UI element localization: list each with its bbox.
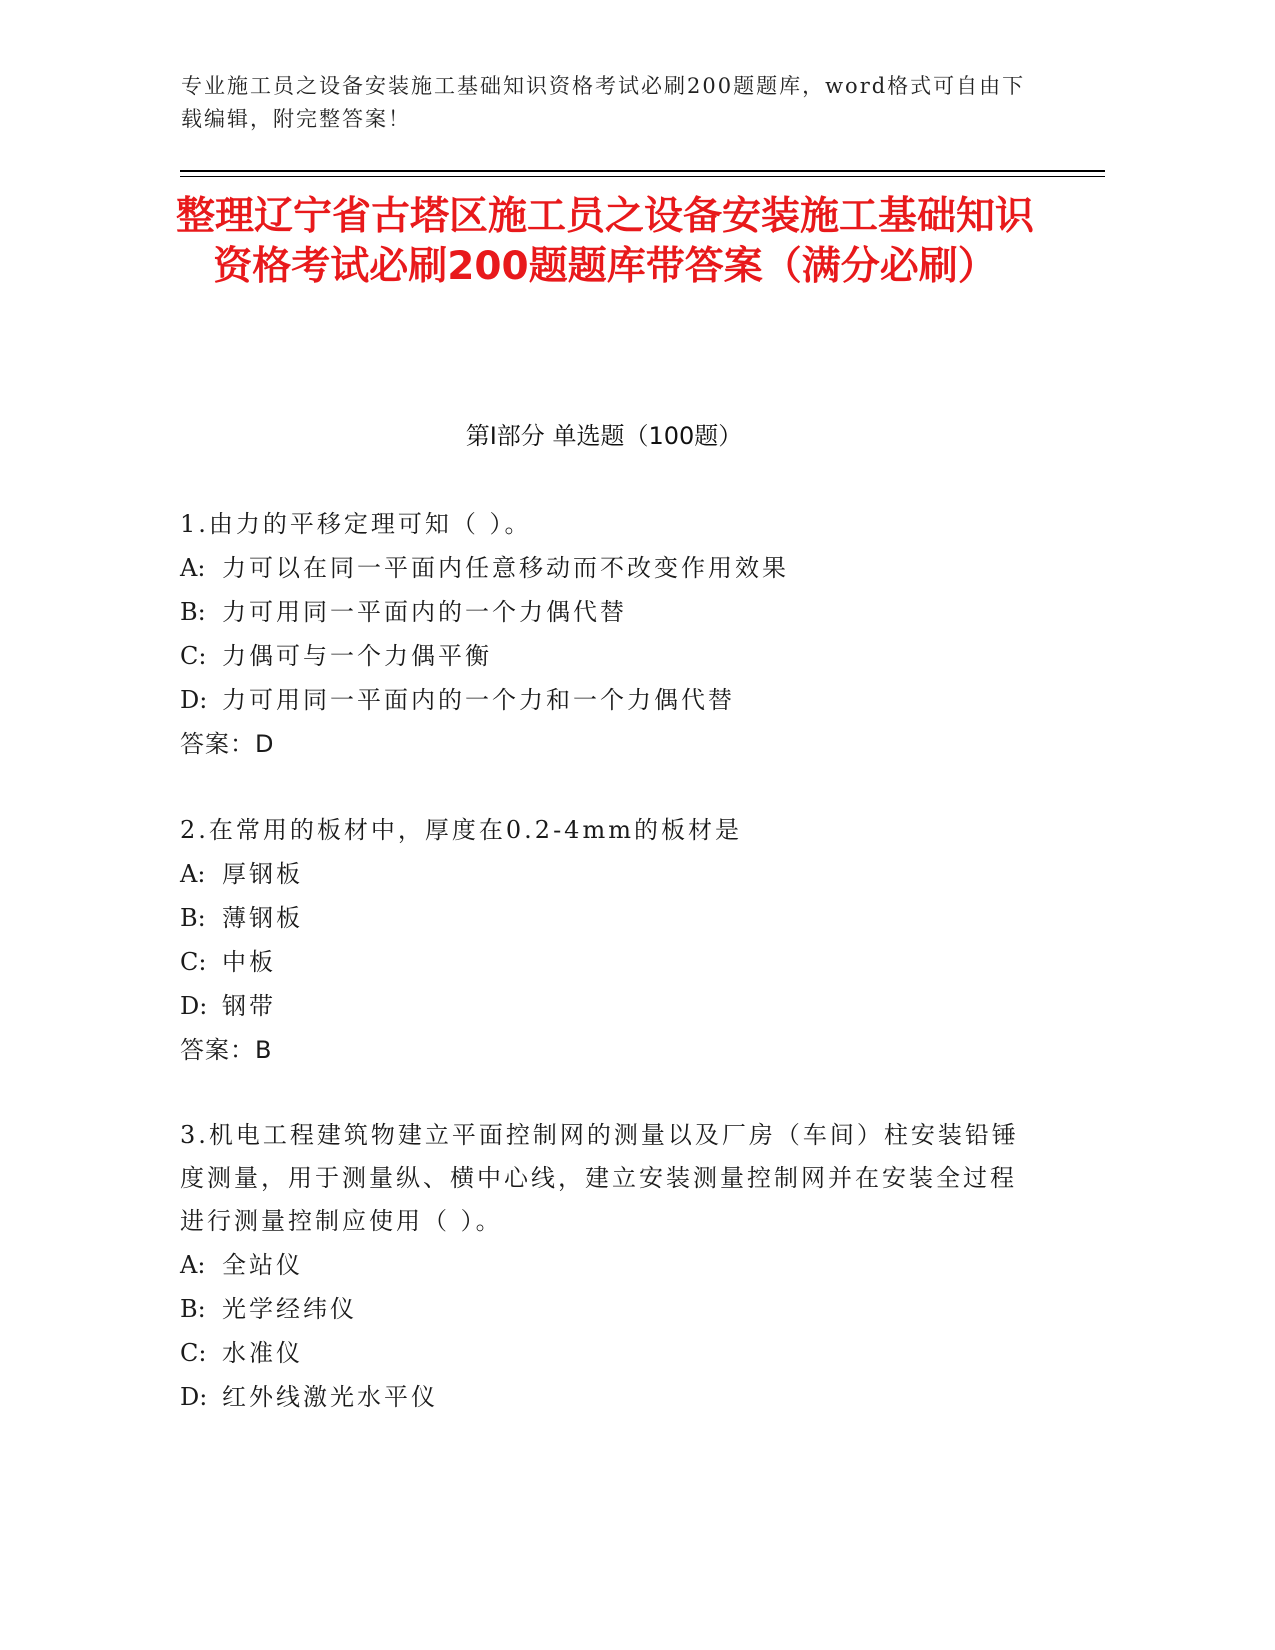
option-a xyxy=(180,546,1030,590)
answer-value: D xyxy=(255,730,275,758)
option-key: D: xyxy=(180,686,208,714)
option-text: 力可用同一平面内的一个力和一个力偶代替 xyxy=(222,686,735,714)
option-key: C: xyxy=(180,948,207,976)
option-key: D: xyxy=(180,1383,208,1411)
option-key: B: xyxy=(180,1295,206,1323)
option-text: 薄钢板 xyxy=(222,904,303,932)
question-2 xyxy=(180,809,1030,1072)
option-key: A: xyxy=(180,554,206,582)
option-key: C: xyxy=(180,1339,207,1367)
option-text: 红外线激光水平仪 xyxy=(222,1383,438,1411)
option-text: 水准仪 xyxy=(222,1339,303,1367)
option-b xyxy=(180,1287,1030,1331)
option-c xyxy=(180,634,1030,678)
option-c xyxy=(180,1331,1030,1375)
option-text: 光学经纬仪 xyxy=(222,1295,357,1323)
option-key: A: xyxy=(180,860,206,888)
option-text: 力可以在同一平面内任意移动而不改变作用效果 xyxy=(222,554,789,582)
option-text: 厚钢板 xyxy=(222,860,303,888)
question-stem: 2.在常用的板材中，厚度在0.2-4mm的板材是 xyxy=(180,816,742,844)
header-divider-thick xyxy=(180,170,1105,172)
question-3 xyxy=(180,1114,1030,1419)
option-a xyxy=(180,1243,1030,1287)
section-title: 第Ⅰ部分 单选题（100题） xyxy=(465,422,743,450)
question-stem: 3.机电工程建筑物建立平面控制网的测量以及厂房（车间）柱安装铅锤度测量，用于测量纵、横中心线，建立安装测量控制网并在安装全过程进行测量控制应使用（ ）。 xyxy=(180,1121,1019,1235)
answer-label: 答案： xyxy=(180,730,255,758)
option-text: 力可用同一平面内的一个力偶代替 xyxy=(222,598,627,626)
header-note: 专业施工员之设备安装施工基础知识资格考试必刷200题题库，word格式可自由下载编辑，附完整答案！ xyxy=(181,74,1026,131)
option-d xyxy=(180,678,1030,722)
option-text: 中板 xyxy=(222,948,276,976)
question-stem: 1.由力的平移定理可知（ ）。 xyxy=(180,510,532,538)
option-text: 力偶可与一个力偶平衡 xyxy=(222,642,492,670)
question-1 xyxy=(180,503,1030,766)
option-text: 全站仪 xyxy=(222,1251,303,1279)
option-d xyxy=(180,1375,1030,1419)
option-key: A: xyxy=(180,1251,206,1279)
option-a xyxy=(180,852,1030,896)
option-b xyxy=(180,590,1030,634)
option-key: B: xyxy=(180,598,206,626)
answer-line xyxy=(180,1028,1030,1072)
answer-line xyxy=(180,722,1030,766)
header-divider-thin xyxy=(180,176,1105,177)
option-d xyxy=(180,984,1030,1028)
option-b xyxy=(180,896,1030,940)
answer-value: B xyxy=(255,1036,273,1064)
option-key: D: xyxy=(180,992,208,1020)
option-key: C: xyxy=(180,642,207,670)
option-c xyxy=(180,940,1030,984)
answer-label: 答案： xyxy=(180,1036,255,1064)
option-key: B: xyxy=(180,904,206,932)
document-title: 整理辽宁省古塔区施工员之设备安装施工基础知识资格考试必刷200题题库带答案（满分必刷） xyxy=(175,194,1034,289)
option-text: 钢带 xyxy=(222,992,276,1020)
